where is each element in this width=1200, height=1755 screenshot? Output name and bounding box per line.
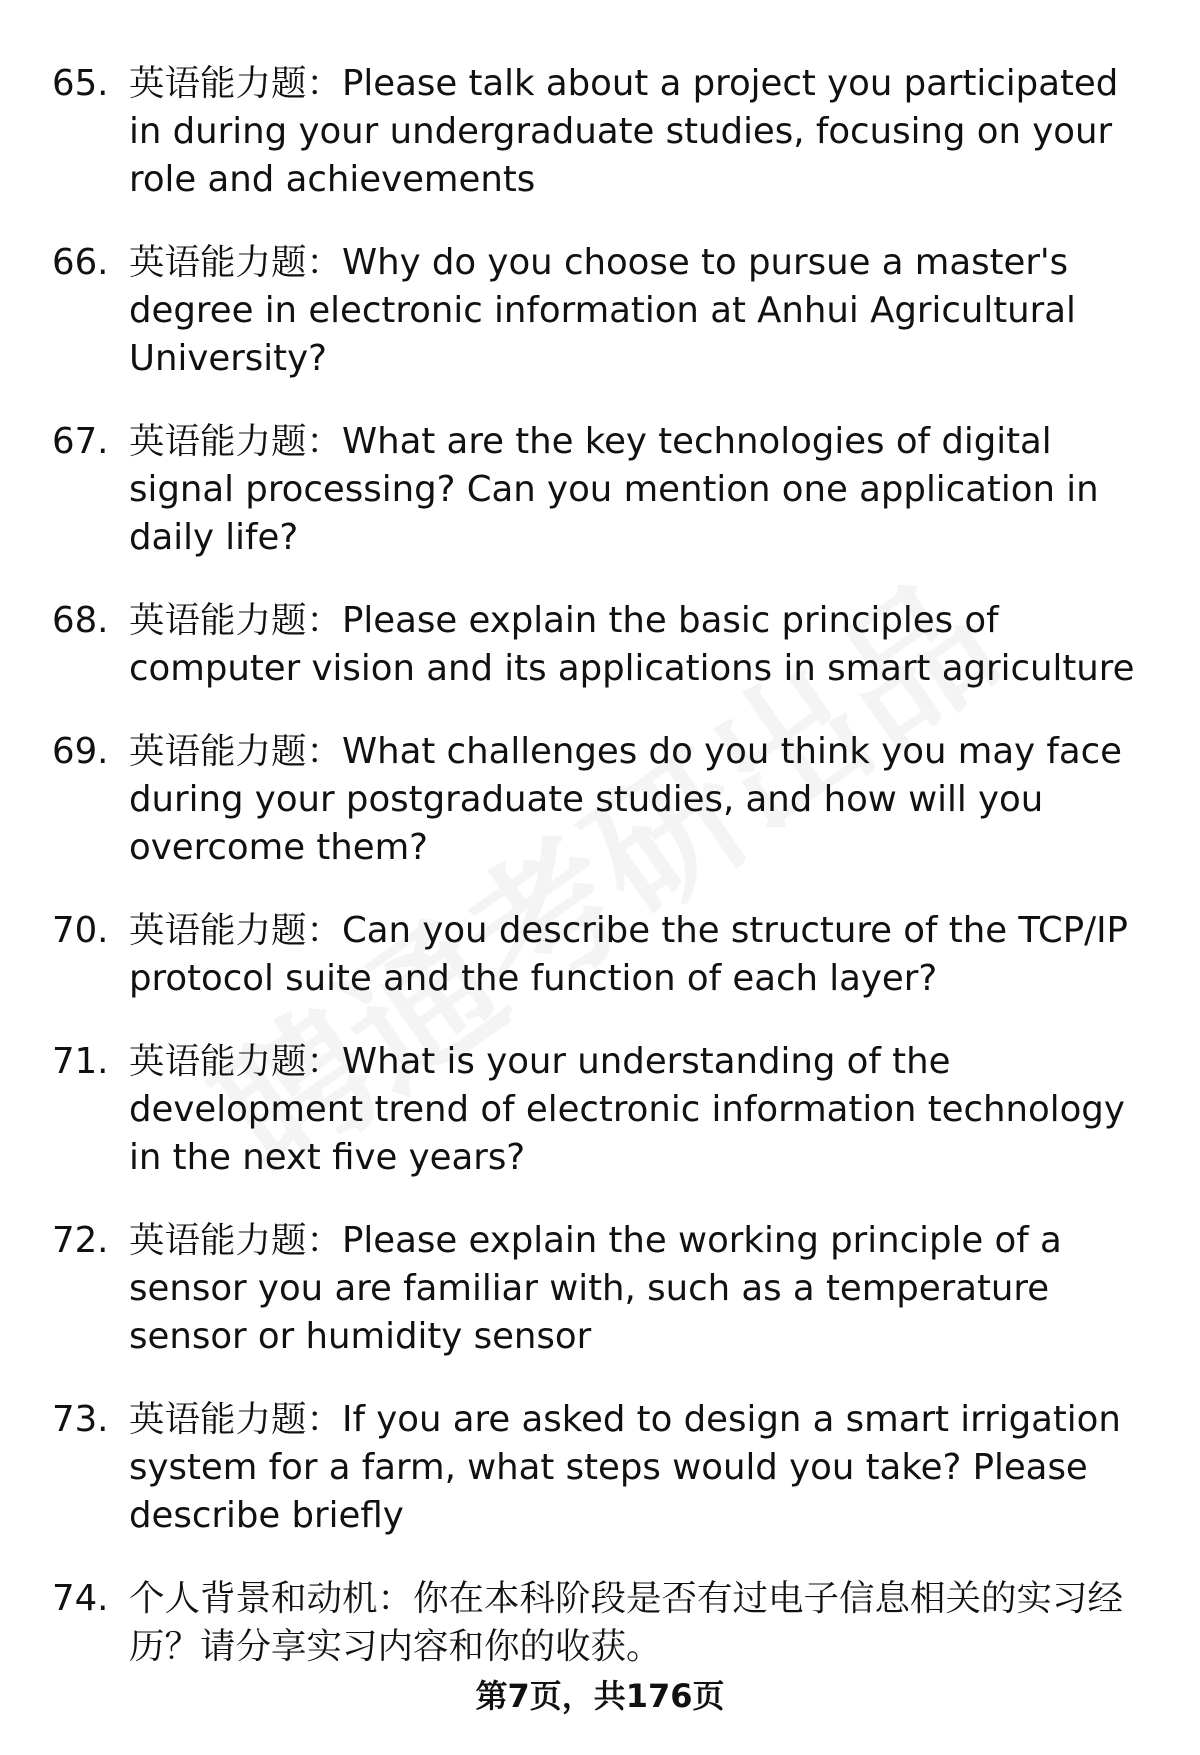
question-item [0, 1038, 1200, 1182]
question-number: 71. [52, 1041, 109, 1082]
question-number: 66. [52, 242, 109, 283]
question-number: 69. [52, 731, 109, 772]
question-list [0, 60, 1200, 1706]
question-text: 英语能力题：What are the key technologies of digital signal processing? Can you mention one application in daily life? [129, 421, 1099, 558]
question-item [0, 60, 1200, 204]
question-item [0, 597, 1200, 693]
question-text: 英语能力题：What challenges do you think you may face during your postgraduate studies, and how will you overcome them? [129, 731, 1122, 868]
question-text: 英语能力题：What is your understanding of the development trend of electronic information technology in the next five years? [129, 1041, 1125, 1178]
question-item [0, 907, 1200, 1003]
page-footer: 第7页，共176页 [475, 1677, 725, 1715]
question-text: 英语能力题：Can you describe the structure of the TCP/IP protocol suite and the function of each layer? [129, 910, 1128, 999]
question-item [0, 728, 1200, 872]
question-item [0, 1396, 1200, 1540]
question-text: 英语能力题：Why do you choose to pursue a master's degree in electronic information at Anhui Agricultural University? [129, 242, 1076, 379]
question-text: 英语能力题：If you are asked to design a smart irrigation system for a farm, what steps would you take? Please describe briefly [129, 1399, 1121, 1536]
question-text: 英语能力题：Please explain the working principle of a sensor you are familiar with, such as a temperature sensor or humidity sensor [129, 1220, 1062, 1357]
question-number: 73. [52, 1399, 109, 1440]
question-number: 67. [52, 421, 109, 462]
question-item [0, 418, 1200, 562]
question-number: 70. [52, 910, 109, 951]
question-number: 65. [52, 63, 109, 104]
question-number: 72. [52, 1220, 109, 1261]
question-number: 74. [52, 1578, 109, 1619]
question-text: 英语能力题：Please talk about a project you participated in during your undergraduate studies, focusing on your role and achievements [129, 63, 1119, 200]
question-text: 个人背景和动机：你在本科阶段是否有过电子信息相关的实习经历？请分享实习内容和你的收获。 [129, 1578, 1124, 1667]
question-item [0, 1575, 1200, 1671]
question-text: 英语能力题：Please explain the basic principles of computer vision and its applications in smart agriculture [129, 600, 1135, 689]
question-item [0, 239, 1200, 383]
question-item [0, 1217, 1200, 1361]
question-number: 68. [52, 600, 109, 641]
